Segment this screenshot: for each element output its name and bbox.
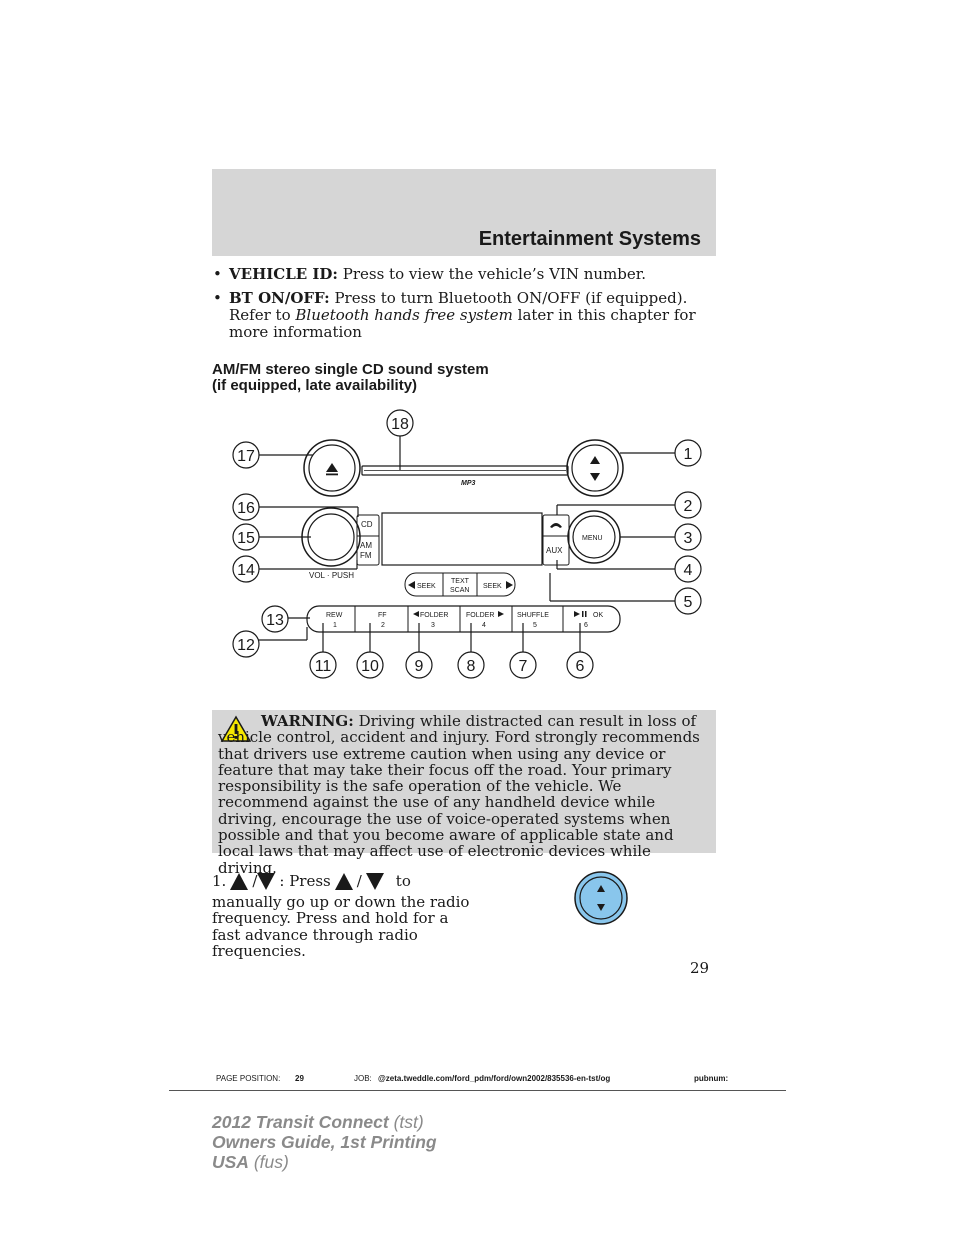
callout-16: 16 bbox=[237, 500, 255, 517]
section-heading-line1: AM/FM stereo single CD sound system bbox=[212, 361, 489, 378]
callout-14: 14 bbox=[237, 562, 255, 579]
warning-body: Driving while distracted can result in loss of vehicle control, accident and injury. Ford strongly recommends that drivers use extreme caution when using any device or feature that may take their focus off the road. Your primary responsibility is the safe operation of the vehicle. We recommend against the use of any handheld device while driving, encourage the use of voice-operated systems when possible and that you become aware of applicable state and local laws that may affect use of electronic devices while driving. bbox=[218, 712, 700, 877]
press-text: : Press bbox=[279, 871, 331, 890]
slash: / bbox=[252, 871, 258, 890]
text-label: TEXT bbox=[451, 578, 469, 585]
arrow-down-icon bbox=[366, 873, 384, 890]
radio-diagram bbox=[225, 405, 715, 685]
section-heading-line2: (if equipped, late availability) bbox=[212, 377, 418, 394]
phone-aux-buttons bbox=[543, 515, 569, 565]
callout-7: 7 bbox=[518, 658, 528, 675]
preset-4-num: 4 bbox=[482, 622, 486, 629]
preset-6-num: 6 bbox=[584, 622, 588, 629]
bullet-label: BT ON/OFF: bbox=[229, 289, 330, 307]
slash: / bbox=[356, 871, 362, 890]
callout-4: 4 bbox=[683, 562, 693, 579]
pubnum-label: pubnum: bbox=[694, 1074, 729, 1083]
arrow-up-icon bbox=[230, 873, 248, 890]
preset-1-num: 1 bbox=[333, 622, 337, 629]
callout-3: 3 bbox=[683, 530, 693, 547]
callout-8: 8 bbox=[466, 658, 476, 675]
aux-label: AUX bbox=[546, 546, 563, 555]
cd-label: CD bbox=[361, 520, 373, 529]
seek-right-label: SEEK bbox=[483, 583, 502, 590]
job-label: JOB: bbox=[354, 1074, 372, 1083]
bullet-text-after: later in this chapter for more information bbox=[229, 306, 696, 341]
scan-label: SCAN bbox=[450, 587, 470, 594]
bullet-vehicle-id bbox=[212, 266, 712, 283]
bullet-dot: • bbox=[213, 289, 222, 307]
callout-2: 2 bbox=[683, 498, 693, 515]
preset-6-name: OK bbox=[593, 612, 604, 619]
preset-5-num: 5 bbox=[533, 622, 537, 629]
bullet-crossref: Bluetooth hands free system bbox=[295, 306, 513, 324]
callout-1: 1 bbox=[683, 446, 693, 463]
guide-market-line: USA (fus) bbox=[212, 1152, 289, 1172]
preset-5-name: SHUFFLE bbox=[517, 612, 549, 619]
item-1-line1 bbox=[212, 870, 472, 892]
page-position-value: 29 bbox=[295, 1074, 304, 1083]
tune-knob bbox=[567, 440, 623, 496]
callout-15: 15 bbox=[237, 530, 255, 547]
leader-lines bbox=[258, 435, 675, 652]
seek-left-label: SEEK bbox=[417, 583, 436, 590]
preset-3-name: FOLDER bbox=[420, 612, 449, 619]
guide-model-line: 2012 Transit Connect (tst) bbox=[212, 1112, 424, 1132]
to-text: to bbox=[395, 871, 411, 890]
preset-4-name: FOLDER bbox=[466, 612, 495, 619]
warning-box bbox=[212, 710, 716, 877]
bullet-label: VEHICLE ID: bbox=[229, 265, 338, 283]
bullet-bt-on-off bbox=[212, 290, 712, 341]
callout-11: 11 bbox=[314, 658, 332, 675]
preset-3-num: 3 bbox=[431, 622, 435, 629]
callout-5: 5 bbox=[683, 594, 693, 611]
guide-edition-line: Owners Guide, 1st Printing bbox=[212, 1132, 437, 1152]
job-value: @zeta.tweddle.com/ford_pdm/ford/own2002/835536-en-tst/og bbox=[378, 1074, 611, 1083]
menu-label: MENU bbox=[582, 535, 603, 542]
warning-text bbox=[218, 713, 710, 876]
preset-2-name: FF bbox=[378, 612, 387, 619]
callout-10: 10 bbox=[361, 658, 379, 675]
phone-icon bbox=[550, 523, 562, 528]
am-label: AM bbox=[360, 541, 372, 550]
preset-bar bbox=[307, 606, 620, 632]
footer-rule bbox=[169, 1090, 786, 1091]
page-number: 29 bbox=[690, 959, 710, 977]
vol-push-label: VOL · PUSH bbox=[309, 571, 355, 580]
callout-6: 6 bbox=[575, 658, 585, 675]
fm-label: FM bbox=[360, 551, 372, 560]
mp3-logo: MP3 bbox=[461, 480, 476, 487]
page-position-label: PAGE POSITION: bbox=[216, 1074, 281, 1083]
callout-13: 13 bbox=[266, 612, 284, 629]
bullet-text: Press to view the vehicle’s VIN number. bbox=[342, 265, 647, 283]
callout-9: 9 bbox=[414, 658, 424, 675]
arrow-down-icon bbox=[257, 873, 275, 890]
item-1 bbox=[212, 870, 472, 959]
tune-knob-icon bbox=[573, 870, 629, 926]
item-1-text: manually go up or down the radio frequency. Press and hold for a fast advance through radio frequencies. bbox=[212, 893, 470, 960]
callout-12: 12 bbox=[237, 637, 255, 654]
play-pause-icon bbox=[574, 611, 587, 617]
header-band bbox=[212, 169, 716, 256]
bullet-dot: • bbox=[213, 265, 222, 283]
eject-button bbox=[304, 440, 360, 496]
preset-1-name: REW bbox=[326, 612, 343, 619]
arrow-up-icon bbox=[335, 873, 353, 890]
section-heading bbox=[212, 362, 692, 394]
callout-18: 18 bbox=[391, 416, 409, 433]
display-screen bbox=[382, 513, 542, 565]
preset-2-num: 2 bbox=[381, 622, 385, 629]
item-number: 1. bbox=[212, 871, 227, 890]
warning-label: WARNING: bbox=[261, 712, 354, 730]
bullet-text: Press to turn Bluetooth ON/OFF (if equipped). Refer to bbox=[229, 289, 688, 324]
bullet-list bbox=[212, 266, 712, 348]
guide-info bbox=[212, 1112, 437, 1172]
callout-17: 17 bbox=[237, 448, 255, 465]
chapter-title: Entertainment Systems bbox=[478, 228, 701, 250]
